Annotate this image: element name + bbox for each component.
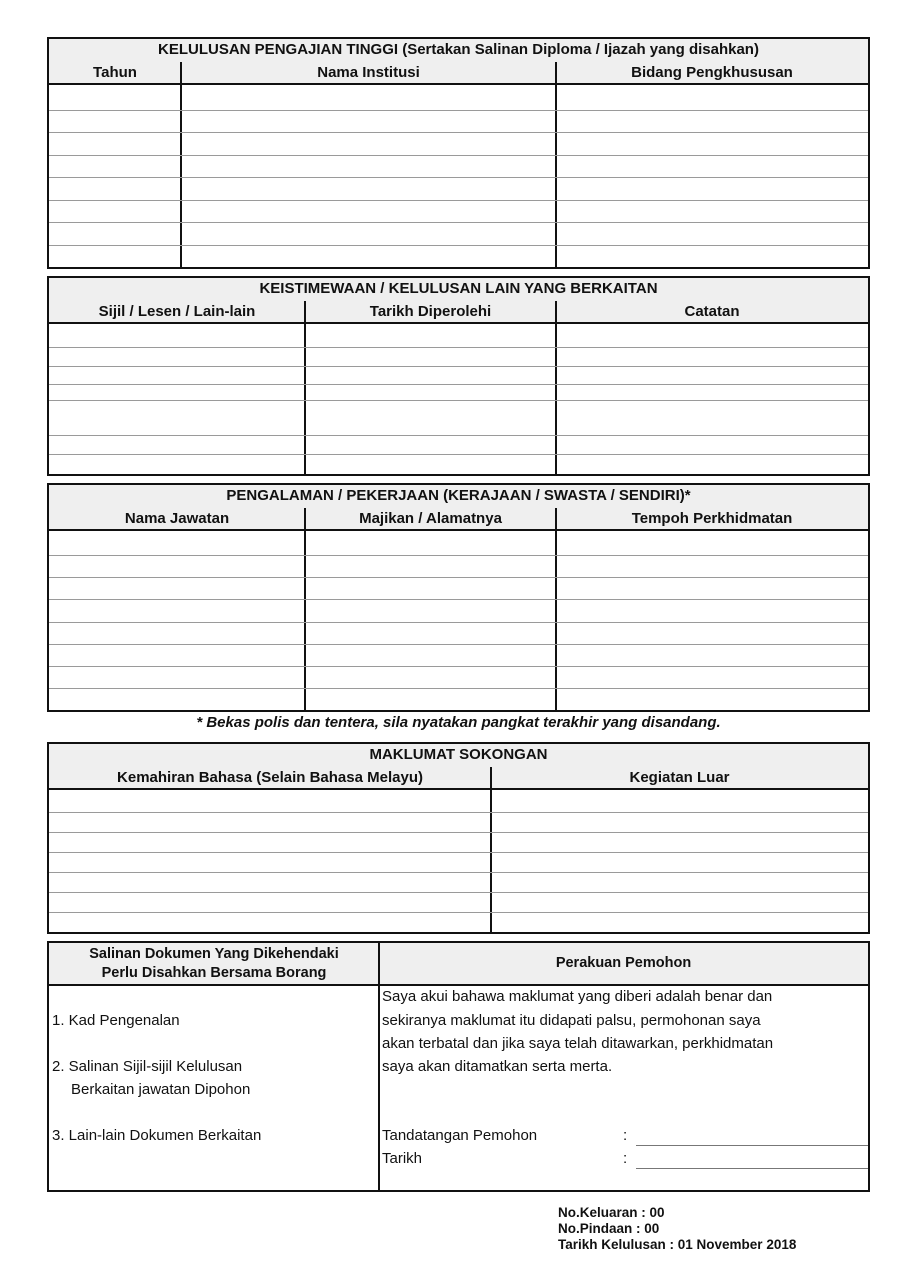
signature-label: Tandatangan Pemohon — [382, 1127, 538, 1144]
required-documents-title — [49, 943, 379, 986]
other-qualifications-table — [47, 276, 870, 476]
column-header-notes: Catatan — [556, 301, 868, 324]
declaration-text-line: akan terbatal dan jika saya telah ditawarkan, perkhidmatan — [382, 1035, 774, 1052]
required-documents-title-line1: Salinan Dokumen Yang Dikehendaki — [89, 946, 339, 962]
column-header-employer: Majikan / Alamatnya — [305, 508, 556, 531]
column-header-certificate: Sijil / Lesen / Lain-lain — [49, 301, 305, 324]
column-header-languages: Kemahiran Bahasa (Selain Bahasa Melayu) — [49, 767, 491, 790]
row-line — [49, 622, 868, 623]
column-header-specialization: Bidang Pengkhususan — [556, 62, 868, 85]
supporting-info-table — [47, 742, 870, 934]
column-header-activities: Kegiatan Luar — [491, 767, 868, 790]
declaration-text-line: saya akan ditamatkan serta merta. — [382, 1058, 613, 1075]
column-header-position: Nama Jawatan — [49, 508, 305, 531]
row-line — [49, 577, 868, 578]
document-footer — [558, 1205, 796, 1253]
date-label: Tarikh — [382, 1150, 423, 1167]
row-line — [49, 245, 868, 246]
declaration-text-line: Saya akui bahawa maklumat yang diberi adalah benar dan — [382, 988, 773, 1005]
row-line — [49, 892, 868, 893]
column-divider — [378, 943, 380, 1190]
document-item-3: 3. Lain-lain Dokumen Berkaitan — [52, 1127, 262, 1144]
table-body — [49, 87, 868, 267]
row-line — [49, 852, 868, 853]
row-line — [49, 177, 868, 178]
row-line — [49, 666, 868, 667]
column-header-institution: Nama Institusi — [181, 62, 556, 85]
table-body — [49, 533, 868, 710]
supporting-info-title: MAKLUMAT SOKONGAN — [49, 744, 868, 769]
row-line — [49, 832, 868, 833]
signature-field[interactable] — [636, 1145, 868, 1146]
column-header-year: Tahun — [49, 62, 181, 85]
other-qualifications-title: KEISTIMEWAAN / KELULUSAN LAIN YANG BERKAITAN — [49, 278, 868, 303]
issue-number: No.Keluaran : 00 — [558, 1205, 665, 1220]
row-line — [49, 155, 868, 156]
table-body — [49, 792, 868, 932]
row-line — [49, 384, 868, 385]
required-documents-title-line2: Perlu Disahkan Bersama Borang — [101, 965, 327, 981]
row-line — [49, 200, 868, 201]
date-separator: : — [623, 1150, 628, 1167]
column-header-service-period: Tempoh Perkhidmatan — [556, 508, 868, 531]
higher-education-table — [47, 37, 870, 269]
experience-title: PENGALAMAN / PEKERJAAN (KERAJAAN / SWASTA / SENDIRI)* — [49, 485, 868, 510]
row-line — [49, 366, 868, 367]
row-line — [49, 222, 868, 223]
experience-table — [47, 483, 870, 712]
declaration-title: Perakuan Pemohon — [379, 943, 868, 986]
row-line — [49, 132, 868, 133]
signature-separator: : — [623, 1127, 628, 1144]
row-line — [49, 435, 868, 436]
row-line — [49, 688, 868, 689]
document-item-1: 1. Kad Pengenalan — [52, 1012, 180, 1029]
column-header-date-obtained: Tarikh Diperolehi — [305, 301, 556, 324]
row-line — [49, 644, 868, 645]
row-line — [49, 555, 868, 556]
document-item-2-cont: Berkaitan jawatan Dipohon — [71, 1081, 251, 1098]
row-line — [49, 347, 868, 348]
date-field[interactable] — [636, 1168, 868, 1169]
table-body — [49, 326, 868, 474]
experience-footnote: * Bekas polis dan tentera, sila nyatakan pangkat terakhir yang disandang. — [196, 714, 721, 731]
approval-date: Tarikh Kelulusan : 01 November 2018 — [558, 1237, 797, 1252]
amendment-number: No.Pindaan : 00 — [558, 1221, 660, 1236]
row-line — [49, 110, 868, 111]
row-line — [49, 599, 868, 600]
higher-education-title: KELULUSAN PENGAJIAN TINGGI (Sertakan Salinan Diploma / Ijazah yang disahkan) — [49, 39, 868, 64]
row-line — [49, 400, 868, 401]
documents-declaration-table — [47, 941, 870, 1192]
document-item-2: 2. Salinan Sijil-sijil Kelulusan — [52, 1058, 243, 1075]
row-line — [49, 872, 868, 873]
row-line — [49, 454, 868, 455]
declaration-text-line: sekiranya maklumat itu didapati palsu, permohonan saya — [382, 1012, 761, 1029]
row-line — [49, 812, 868, 813]
row-line — [49, 912, 868, 913]
